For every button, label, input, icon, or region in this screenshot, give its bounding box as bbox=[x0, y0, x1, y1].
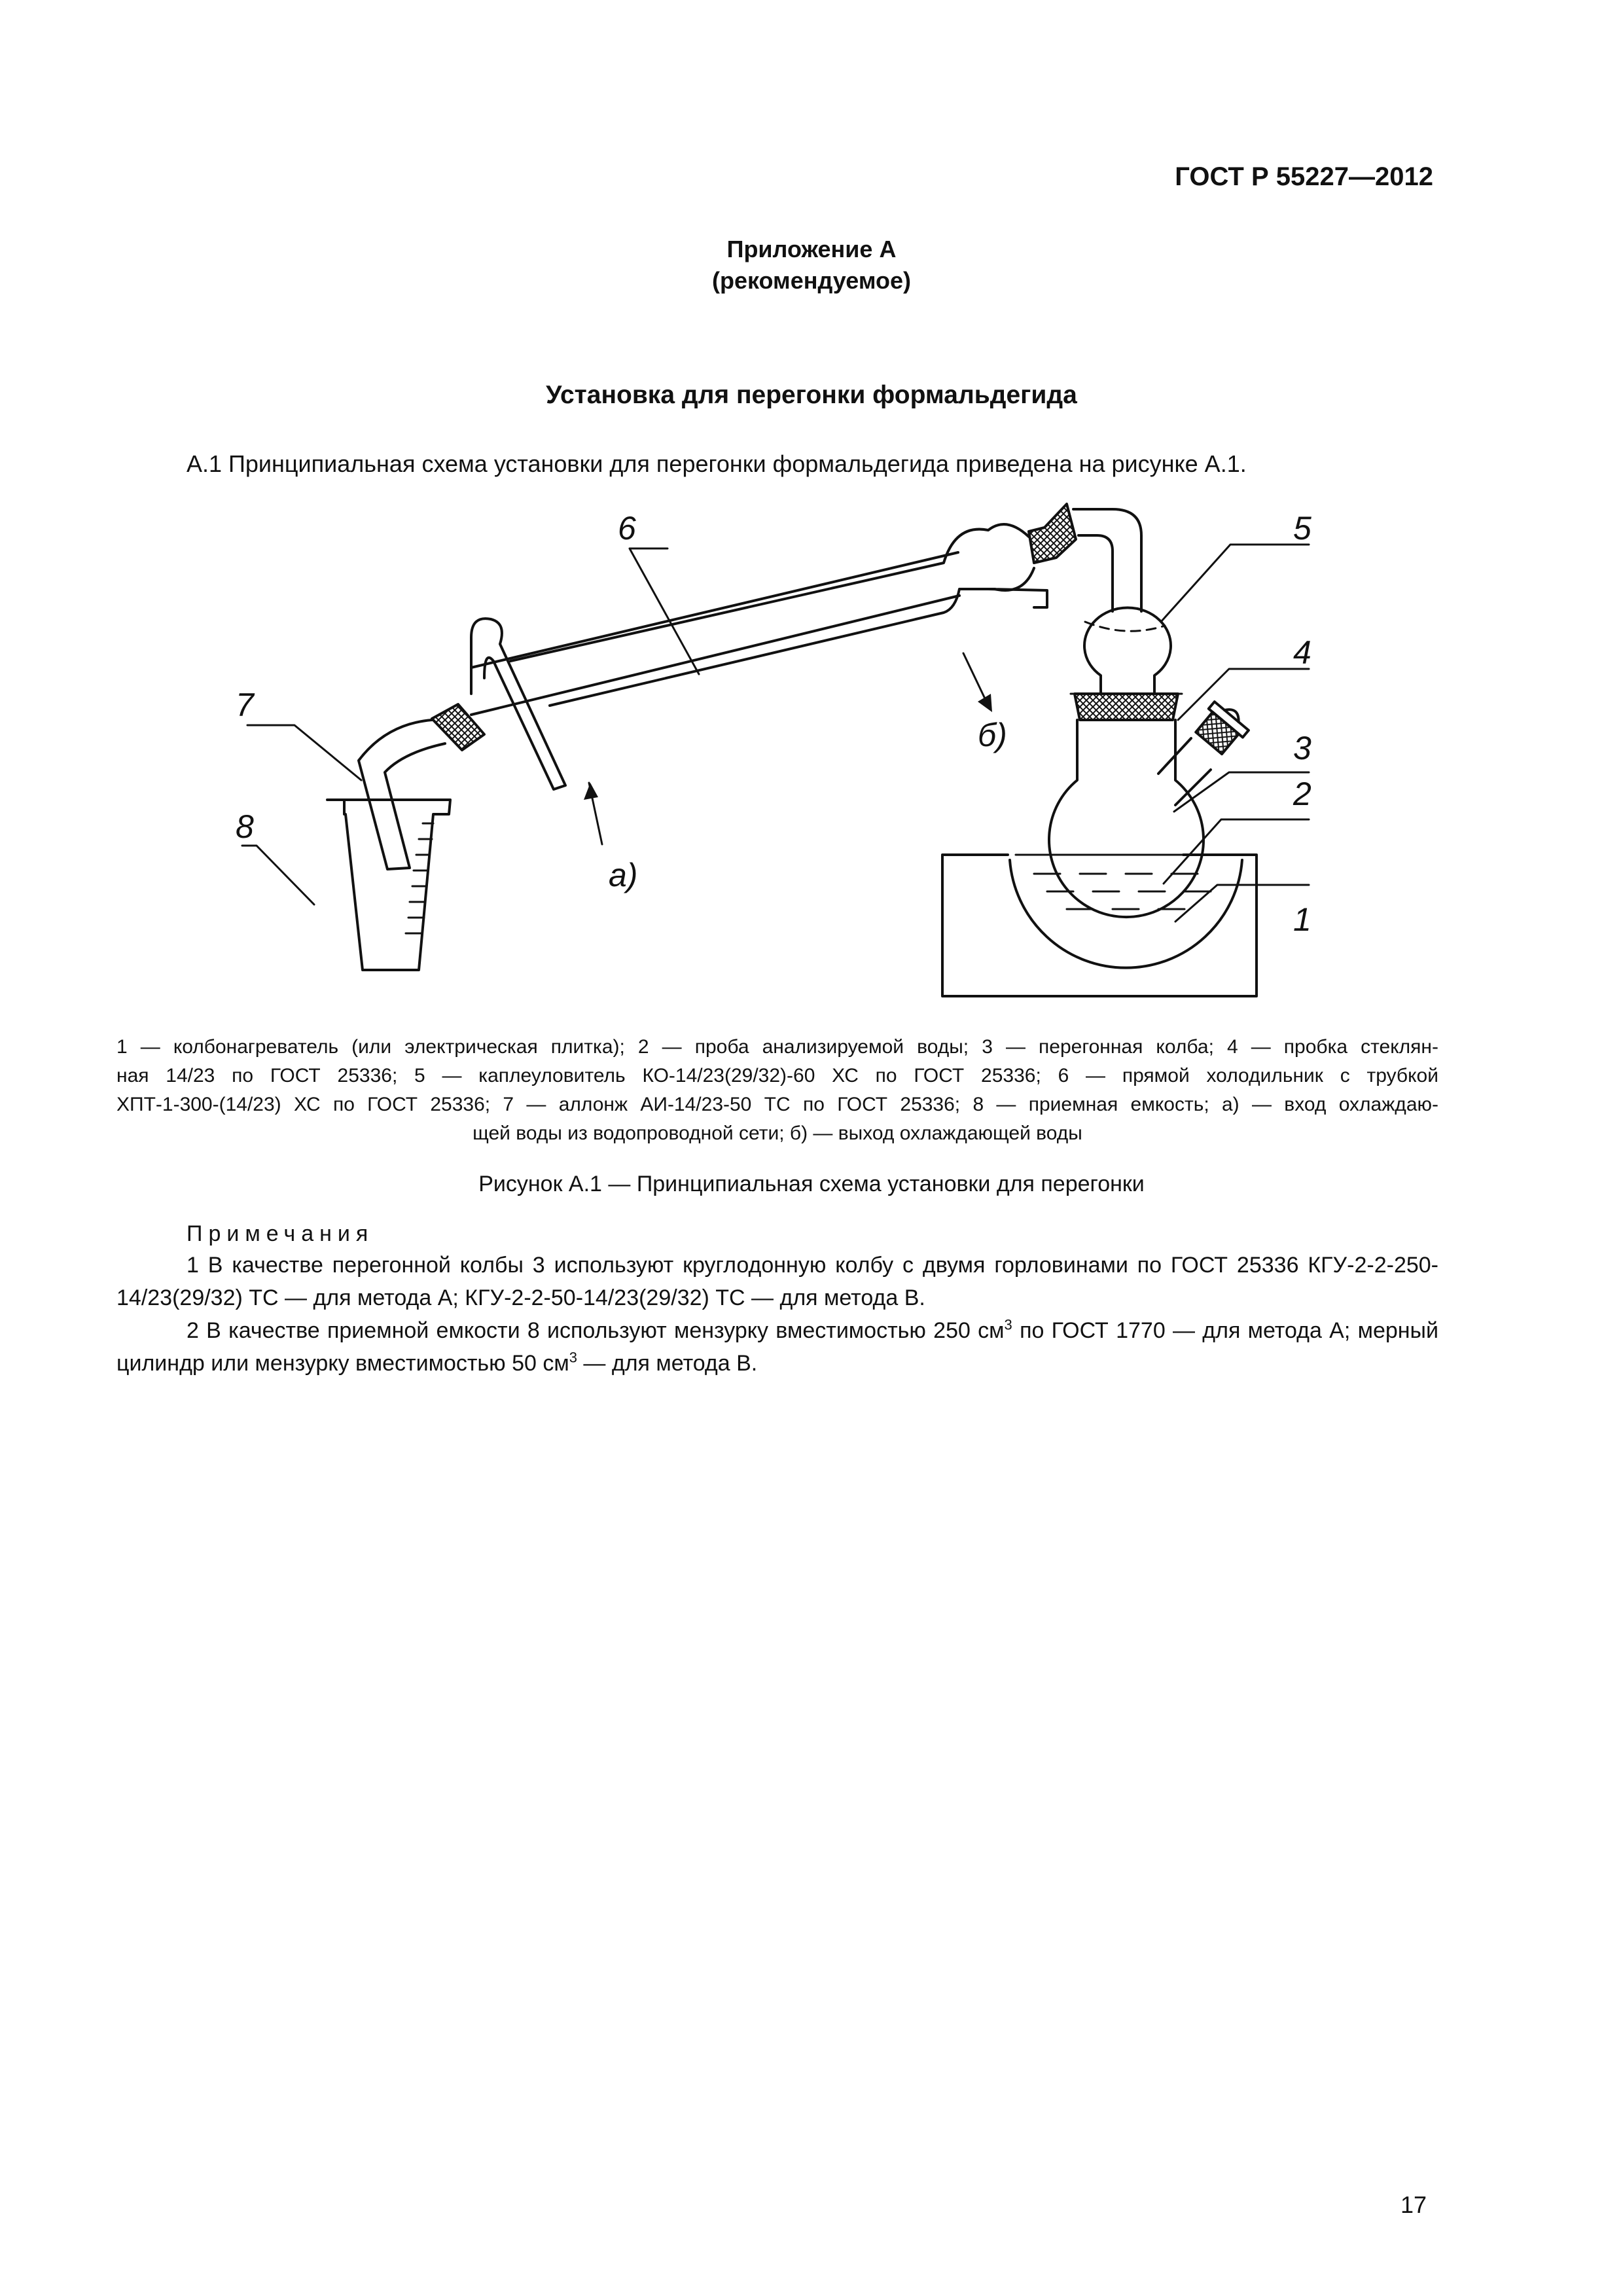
document-code: ГОСТ Р 55227—2012 bbox=[1175, 162, 1433, 191]
adapter-alonge bbox=[359, 720, 445, 869]
distillation-apparatus-diagram bbox=[105, 497, 1414, 1021]
note-2-text-c: — для метода В. bbox=[577, 1351, 758, 1376]
label-7: 7 bbox=[236, 687, 254, 723]
receiving-beaker bbox=[327, 800, 450, 970]
flask-side-neck bbox=[1158, 738, 1211, 805]
legend-line-2: ная 14/23 по ГОСТ 25336; 5 — каплеуловитель КО-14/23(29/32)-60 ХС по ГОСТ 25336; 6 — прямой холодильник с трубкой bbox=[116, 1065, 1438, 1086]
notes-title: Примечания bbox=[187, 1221, 374, 1246]
figure-legend bbox=[116, 1033, 1438, 1148]
label-1: 1 bbox=[1293, 901, 1311, 938]
legend-line-1: 1 — колбонагреватель (или электрическая плитка); 2 — проба анализируемой воды; 3 — перегонная колба; 4 — пробка стеклян- bbox=[116, 1036, 1438, 1058]
beaker-graduations bbox=[406, 823, 433, 933]
glass-stopper bbox=[1192, 697, 1253, 757]
flask-joint bbox=[1075, 694, 1178, 720]
flask-bath-bowl bbox=[1010, 860, 1242, 968]
splash-trap bbox=[1084, 608, 1171, 694]
note-2-sup-1: 3 bbox=[1004, 1316, 1012, 1333]
page-number: 17 bbox=[1400, 2191, 1427, 2218]
section-title: Установка для перегонки формальдегида bbox=[546, 381, 1077, 409]
intro-paragraph: А.1 Принципиальная схема установки для перегонки формальдегида приведена на рисунке А.1. bbox=[187, 450, 1247, 477]
note-2-text-a: 2 В качестве приемной емкости 8 используют мензурку вместимостью 250 см bbox=[187, 1318, 1005, 1343]
adapter-joint bbox=[432, 704, 484, 750]
note-2-sup-2: 3 bbox=[569, 1349, 577, 1366]
note-1: 1 В качестве перегонной колбы 3 используют круглодонную колбу с двумя горловинами по ГОСТ 25336 КГУ-2-2-250-14/23(29/32) ТС — для метода А; КГУ-2-2-50-14/23(29/32) ТС — для метода В. bbox=[116, 1253, 1438, 1310]
annex-title: Приложение А bbox=[726, 236, 897, 262]
label-8: 8 bbox=[236, 808, 254, 845]
label-4: 4 bbox=[1293, 634, 1311, 671]
condenser-joint bbox=[1029, 504, 1076, 563]
annex-kind: (рекомендуемое) bbox=[712, 267, 911, 294]
legend-line-4: щей воды из водопроводной сети; б) — выход охлаждающей воды bbox=[473, 1122, 1082, 1144]
label-b: б) bbox=[978, 717, 1007, 753]
legend-line-3: ХПТ-1-300-(14/23) ХС по ГОСТ 25336; 7 — аллонж АИ-14/23-50 ТС по ГОСТ 25336; 8 — приемная емкость; а) — вход охлаждаю- bbox=[116, 1094, 1438, 1115]
condenser-jacket bbox=[510, 524, 1034, 706]
heater-body bbox=[942, 855, 1257, 996]
label-2: 2 bbox=[1293, 776, 1311, 812]
label-a: а) bbox=[609, 857, 638, 893]
label-3: 3 bbox=[1293, 730, 1311, 766]
label-5: 5 bbox=[1293, 510, 1311, 547]
figure-caption: Рисунок А.1 — Принципиальная схема установки для перегонки bbox=[478, 1172, 1145, 1196]
label-6: 6 bbox=[618, 510, 636, 547]
note-2-text-b: по ГОСТ 1770 — для метода А; мерный цилиндр или мензурку вместимостью 50 см bbox=[116, 1318, 1438, 1376]
note-2 bbox=[116, 1314, 1438, 1380]
